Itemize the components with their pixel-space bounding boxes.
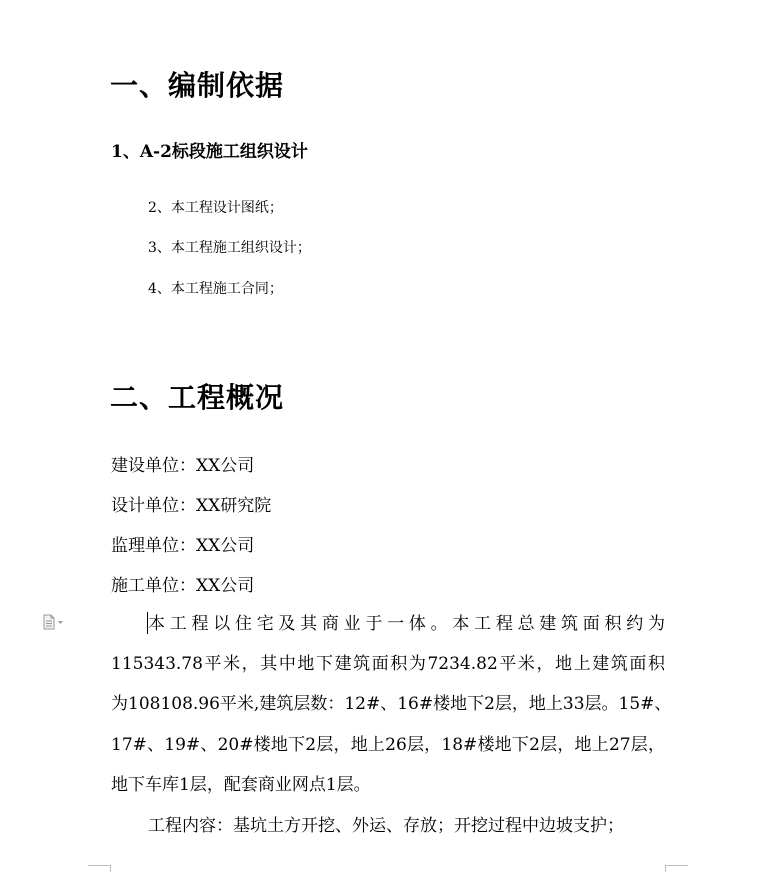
paragraph-line: 本工程以住宅及其商业于一体。本工程总建筑面积约为 — [148, 614, 665, 634]
document-icon[interactable] — [43, 614, 65, 630]
section-2-title: 二、工程概况 — [110, 381, 285, 414]
info-line-builder: 建设单位：XX公司 — [111, 456, 255, 476]
paragraph-line: 17#、19#、20#楼地下2层，地上26层，18#楼地下2层，地上27层， — [111, 735, 665, 755]
list-item: 3、本工程施工组织设计； — [148, 240, 311, 256]
paragraph-line: 地下车库1层，配套商业网点1层。 — [111, 775, 371, 795]
section-1-title: 一、编制依据 — [110, 69, 285, 102]
section-1-subtitle: 1、A-2标段施工组织设计 — [111, 142, 308, 162]
paragraph-line: 为108108.96平米,建筑层数：12#、16#楼地下2层，地上33层。15#、 — [111, 694, 672, 714]
work-content-line: 工程内容：基坑土方开挖、外运、存放；开挖过程中边坡支护； — [148, 816, 624, 836]
info-line-designer: 设计单位：XX研究院 — [111, 496, 272, 516]
info-line-supervisor: 监理单位：XX公司 — [111, 536, 255, 556]
list-item: 2、本工程设计图纸； — [148, 200, 283, 216]
paragraph-line: 115343.78平米，其中地下建筑面积为7234.82平米，地上建筑面积 — [111, 654, 665, 674]
list-item: 4、本工程施工合同； — [148, 281, 283, 297]
info-line-contractor: 施工单位：XX公司 — [111, 576, 255, 596]
